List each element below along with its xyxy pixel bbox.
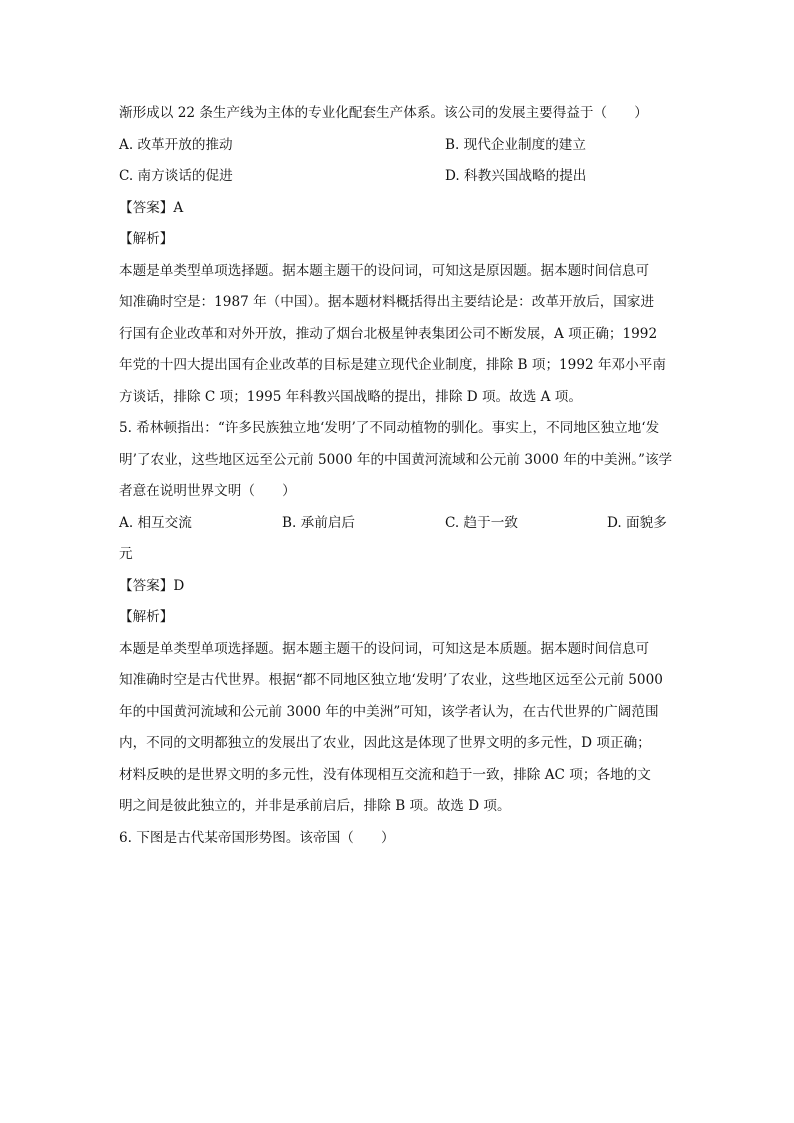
q4-option-d: D. 科教兴国战略的提出 (445, 168, 587, 184)
q5-option-a: A. 相互交流 (119, 514, 192, 531)
q4-analysis-line: 年党的十四大提出国有企业改革的目标是建立现代企业制度，排除 B 项；1992 年邓小平南 (119, 357, 666, 373)
q5-option-d-wrap: 元 (119, 546, 133, 562)
q4-stem: 渐形成以 22 条生产线为主体的专业化配套生产体系。该公司的发展主要得益于（ ） (119, 105, 648, 121)
q4-analysis-line: 知准确时空是：1987 年（中国）。据本题材料概括得出主要结论是：改革开放后，国家进 (119, 294, 655, 310)
q4-option-b: B. 现代企业制度的建立 (445, 136, 586, 153)
document-page (119, 98, 679, 854)
q5-analysis-line: 本题是单类型单项选择题。据本题主题干的设问词，可知这是本质题。据本题时间信息可 (119, 640, 650, 657)
q5-stem-line: 5. 希林顿指出：“许多民族独立地‘发明’了不同动植物的驯化。事实上，不同地区独立地‘发 (119, 420, 660, 436)
q5-option-b: B. 承前启后 (282, 514, 356, 531)
q4-option-a: A. 改革开放的推动 (119, 136, 233, 153)
q4-analysis-line: 本题是单类型单项选择题。据本题主题干的设问词，可知这是原因题。据本题时间信息可 (119, 262, 650, 279)
q5-analysis-line: 知准确时空是古代世界。根据“都不同地区独立地‘发明’了农业，这些地区远至公元前 5000 (119, 672, 663, 688)
q5-analysis-title: 【解析】 (119, 609, 174, 625)
q5-stem-line: 者意在说明世界文明（ ） (119, 483, 296, 499)
q5-option-c: C. 趋于一致 (445, 514, 518, 531)
q4-options-row-1 (119, 130, 679, 162)
q5-stem-line: 明’了农业，这些地区远至公元前 5000 年的中国黄河流域和公元前 3000 年的中美洲。”该学 (119, 451, 673, 468)
q4-options-row-2 (119, 161, 679, 193)
q4-option-c: C. 南方谈话的促进 (119, 168, 233, 184)
q5-option-d: D. 面貌多 (607, 514, 667, 531)
q5-analysis-line: 明之间是彼此独立的，并非是承前启后，排除 B 项。故选 D 项。 (119, 798, 511, 814)
q4-analysis-line: 方谈话，排除 C 项；1995 年科教兴国战略的提出，排除 D 项。故选 A 项。 (119, 388, 582, 405)
q5-analysis-line: 年的中国黄河流域和公元前 3000 年的中美洲”可知，该学者认为，在古代世界的广阔范围 (119, 703, 659, 720)
q4-analysis-title: 【解析】 (119, 231, 174, 247)
q4-answer: 【答案】A (119, 199, 184, 216)
q4-analysis-line: 行国有企业改革和对外开放，推动了烟台北极星钟表集团公司不断发展，A 项正确；1992 (119, 325, 658, 342)
q6-stem: 6. 下图是古代某帝国形势图。该帝国（ ） (119, 829, 395, 846)
q5-analysis-line: 内，不同的文明都独立的发展出了农业，因此这是体现了世界文明的多元性，D 项正确； (119, 735, 651, 751)
q5-options-row (119, 508, 679, 540)
q5-answer: 【答案】D (119, 577, 185, 594)
q5-analysis-line: 材料反映的是世界文明的多元性，没有体现相互交流和趋于一致，排除 AC 项；各地的文 (119, 766, 651, 783)
